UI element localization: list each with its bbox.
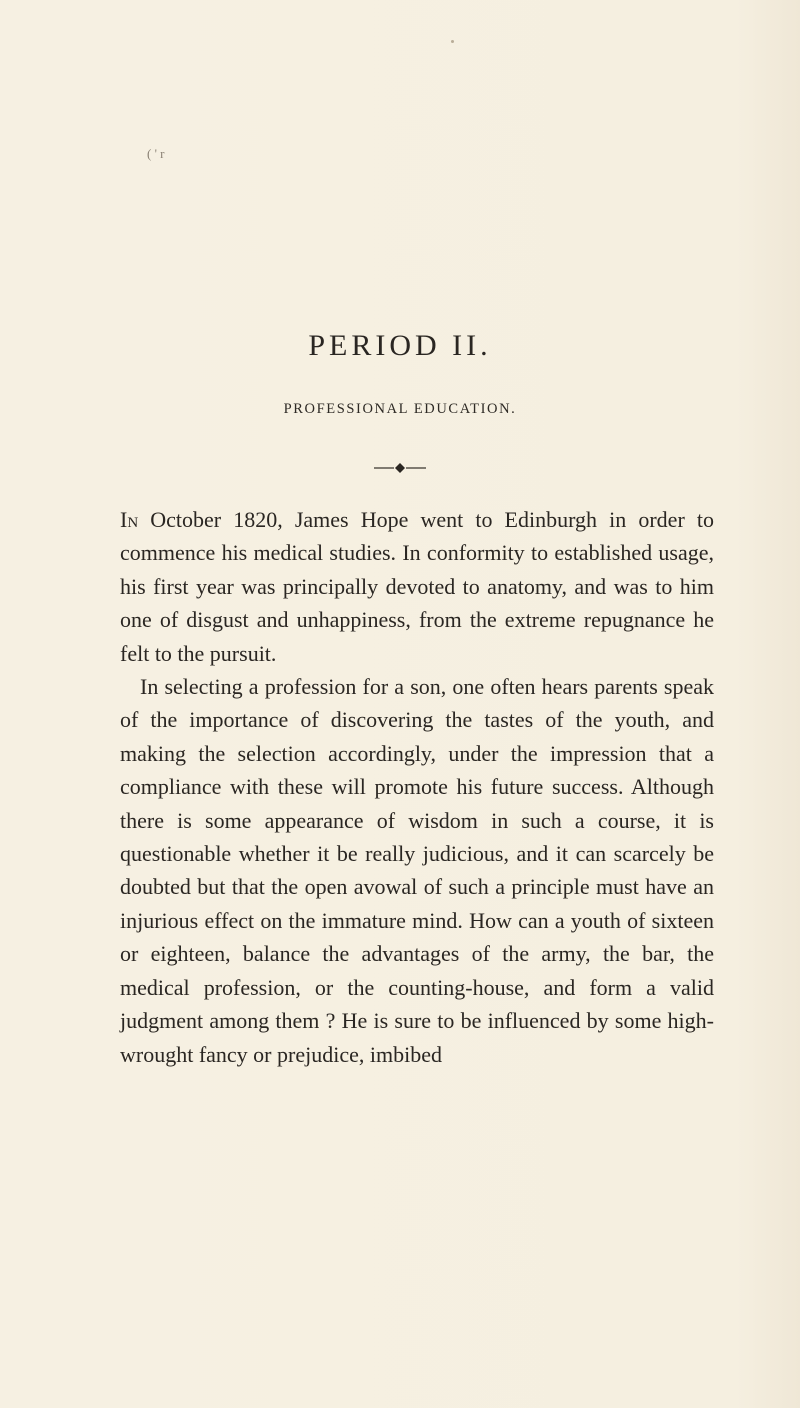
paragraph-1-text: October 1820, James Hope went to Edinburgh in order to commence his medical studies. In conformity to established usage, his first year was principally devoted to anatomy, and was to him one of disgust and unhappiness, from the extreme repugnance he felt to the pursuit.	[120, 507, 714, 666]
paper-speck	[451, 40, 454, 43]
chapter-title: PERIOD II.	[308, 329, 492, 362]
paragraph-1	[120, 503, 714, 670]
divider-diamond-icon	[372, 462, 428, 474]
paragraph-2: In selecting a profession for a son, one often hears parents speak of the importance of discovering the tastes of the youth, and making the selection accordingly, under the impression that a compliance with these will promote his future success. Although there is some appearance of wisdom in such a course, it is questionable whether it be really judicious, and it can scarcely be doubted but that the open avowal of such a principle must have an injurious effect on the immature mind. How can a youth of sixteen or eighteen, balance the advantages of the army, the bar, the medical profession, or the counting-house, and form a valid judgment among them ? He is sure to be influenced by some high-wrought fancy or prejudice, imbibed	[120, 674, 714, 1067]
margin-mark: ( ' r	[147, 146, 165, 161]
paragraph-lead: In	[120, 507, 139, 532]
chapter-subtitle: PROFESSIONAL EDUCATION.	[283, 401, 517, 417]
body-text	[120, 503, 714, 1071]
